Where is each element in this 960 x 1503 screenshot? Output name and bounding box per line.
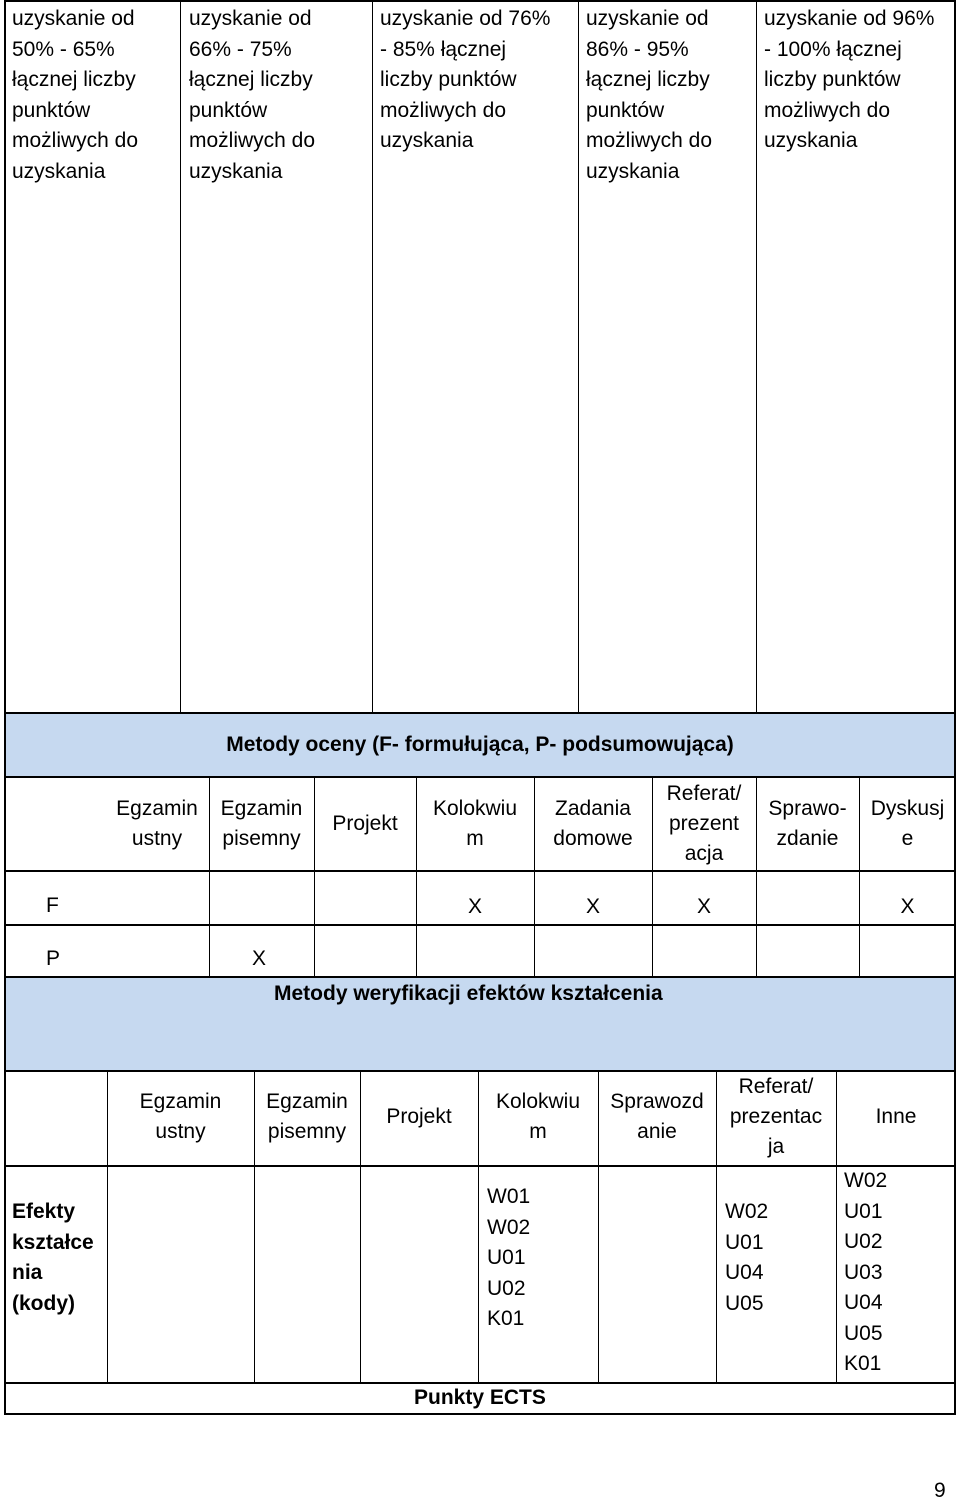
verification-header: Projekt bbox=[386, 1105, 452, 1128]
assessment-row-p bbox=[4, 924, 956, 976]
method-header: Egzamin pisemny bbox=[220, 797, 303, 850]
grade-threshold-cell: uzyskanie od 96% - 100% łącznej liczby punktów możliwych do uzyskania bbox=[764, 7, 935, 152]
grade-divider bbox=[756, 0, 757, 712]
method-header: Dyskusj e bbox=[870, 797, 945, 850]
grade-threshold-cell: uzyskanie od 86% - 95% łącznej liczby punktów możliwych do uzyskania bbox=[586, 7, 713, 183]
method-header: Kolokwiu m bbox=[432, 797, 518, 850]
assessment-methods-title: Metody oceny (F- formułująca, P- podsumowująca) bbox=[226, 733, 734, 756]
grade-threshold-cell: uzyskanie od 66% - 75% łącznej liczby punktów możliwych do uzyskania bbox=[189, 7, 316, 183]
method-header: Sprawo- zdanie bbox=[768, 797, 847, 850]
method-header: Referat/ prezent acja bbox=[666, 782, 742, 865]
row-label-f: F bbox=[46, 894, 59, 917]
ects-label: Punkty ECTS bbox=[414, 1386, 546, 1409]
mark-cell: X bbox=[467, 895, 482, 918]
mark-cell: X bbox=[252, 947, 267, 970]
verification-header: Sprawozd anie bbox=[610, 1090, 704, 1143]
effect-codes-cell: W02 U01 U04 U05 bbox=[725, 1200, 769, 1315]
grade-threshold-cell: uzyskanie od 50% - 65% łącznej liczby punktów możliwych do uzyskania bbox=[12, 7, 139, 183]
verification-header: Inne bbox=[875, 1105, 917, 1128]
grade-divider bbox=[372, 0, 373, 712]
mark-cell: X bbox=[696, 895, 711, 918]
effect-codes-cell: W02 U01 U02 U03 U04 U05 K01 bbox=[844, 1169, 888, 1375]
verification-header: Referat/ prezentac ja bbox=[729, 1075, 823, 1158]
page-number: 9 bbox=[934, 1479, 946, 1502]
verification-header: Egzamin pisemny bbox=[266, 1090, 348, 1143]
verification-codes-row bbox=[4, 1165, 956, 1382]
verification-header: Kolokwiu m bbox=[495, 1090, 581, 1143]
verification-title: Metody weryfikacji efektów kształcenia bbox=[274, 982, 663, 1005]
effect-codes-cell: W01 W02 U01 U02 K01 bbox=[487, 1185, 531, 1330]
row-label-p: P bbox=[46, 947, 61, 970]
mark-cell: X bbox=[900, 895, 915, 918]
effects-row-label: Efekty kształce nia (kody) bbox=[12, 1200, 94, 1315]
mark-cell: X bbox=[585, 895, 600, 918]
grade-divider bbox=[578, 0, 579, 712]
verification-header: Egzamin ustny bbox=[139, 1090, 222, 1143]
grade-divider bbox=[180, 0, 181, 712]
assessment-methods-title-band bbox=[4, 712, 956, 776]
grade-threshold-cell: uzyskanie od 76% - 85% łącznej liczby punktów możliwych do uzyskania bbox=[380, 7, 551, 152]
method-header: Egzamin ustny bbox=[116, 797, 198, 850]
method-header: Zadania domowe bbox=[553, 797, 633, 850]
method-header: Projekt bbox=[332, 812, 398, 835]
